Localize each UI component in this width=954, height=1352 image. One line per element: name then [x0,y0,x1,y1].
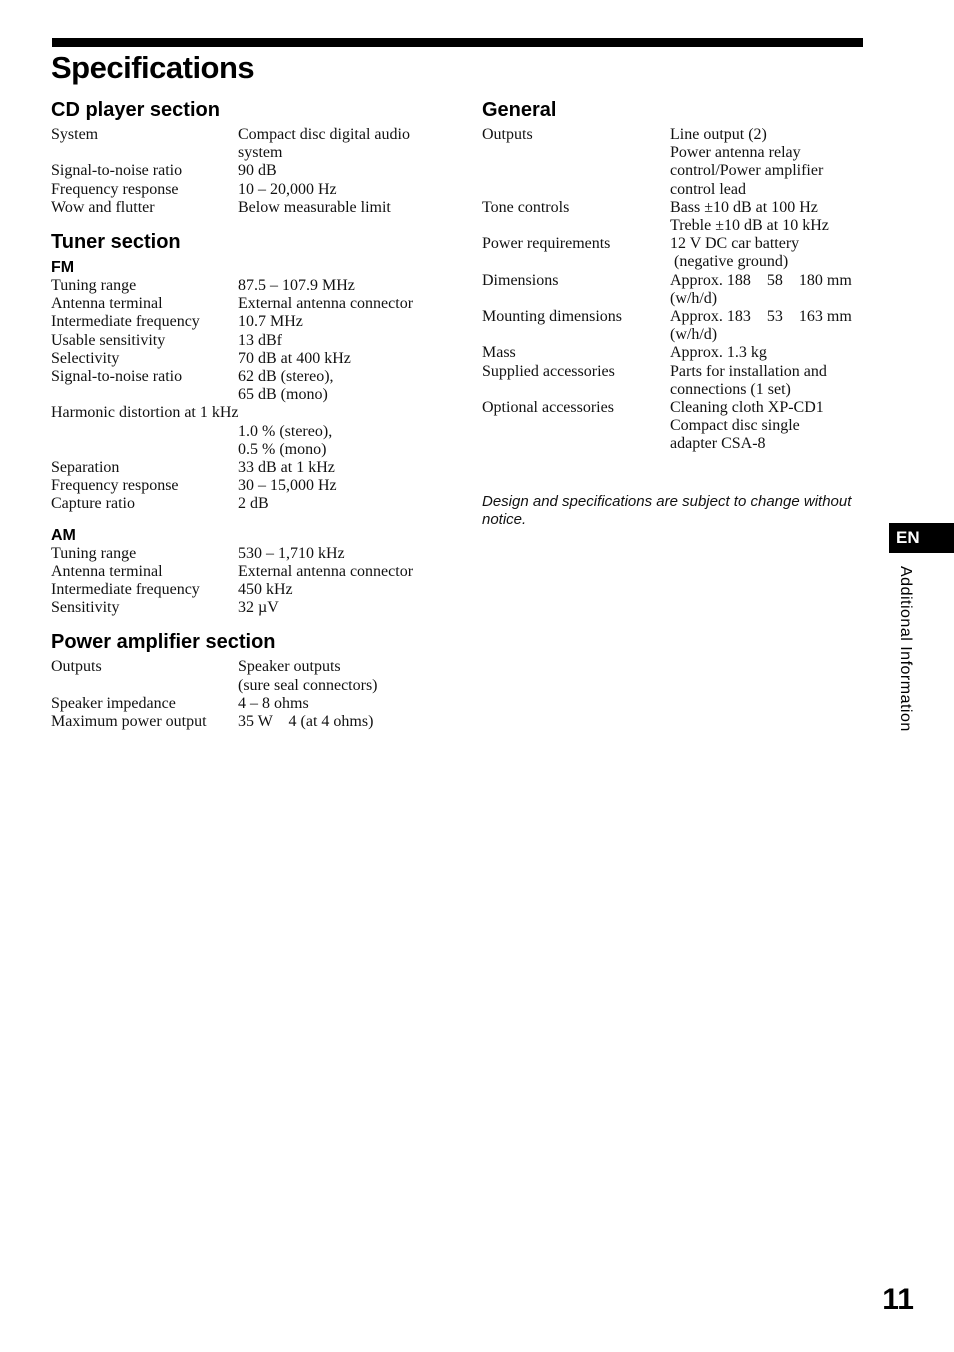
spec-value-line: Compact disc single [670,417,800,435]
spec-row [51,162,451,180]
spec-value-line: 12 V DC car battery [670,235,800,253]
spec-value-line: Compact disc digital audio [238,126,410,143]
spec-value [238,368,451,404]
spec-label: Sensitivity [51,599,120,617]
spec-value [670,272,872,308]
spec-value-line: 1.0 % (stereo), [238,422,333,440]
spec-row [51,545,451,563]
spec-value-line: Speaker outputs [238,658,341,676]
spec-value [238,199,451,217]
spec-value-line: 450 kHz [238,581,293,599]
spec-label: Harmonic distortion at 1 kHz [51,404,239,422]
power-section [51,630,451,731]
spec-value-line: 62 dB (stereo), [238,368,334,386]
spec-label: Antenna terminal [51,562,163,580]
spec-list [51,126,451,217]
spec-row [51,713,451,731]
spec-label: Speaker impedance [51,694,176,712]
spec-value [238,563,451,581]
spec-label: Intermediate frequency [51,313,200,331]
spec-label: Wow and flutter [51,198,155,216]
spec-value-line: (negative ground) [670,253,789,271]
spec-label: Outputs [482,126,533,143]
spec-value-line: control lead [670,180,746,198]
spec-value-line: 530 – 1,710 kHz [238,544,345,562]
spec-value [238,495,451,513]
spec-value-line: 0.5 % (mono) [238,440,327,458]
spec-label: Optional accessories [482,399,614,417]
spec-row [51,477,451,495]
spec-label: Antenna terminal [51,295,163,313]
spec-value [238,350,451,368]
spec-value-line: Bass ±10 dB at 100 Hz [670,198,818,216]
spec-value-line: (sure seal connectors) [238,676,378,694]
spec-row [51,423,451,459]
language-tab: EN [889,523,954,553]
spec-row [51,350,451,368]
spec-value [238,313,451,331]
spec-row [51,181,451,199]
spec-value-line: External antenna connector [238,295,414,313]
spec-value [670,308,872,344]
spec-row [51,368,451,404]
spec-value-line: 13 dBf [238,331,282,349]
tuner-section-heading: Tuner section [51,231,181,254]
spec-value [238,695,451,713]
spec-label: Dimensions [482,271,559,289]
spec-value [238,459,451,477]
spec-list [51,277,451,514]
spec-label: Mass [482,344,516,362]
spec-value [238,162,451,180]
spec-row [51,277,451,295]
page-title: Specifications [51,50,255,85]
spec-label: Selectivity [51,349,120,367]
spec-value-line: 70 dB at 400 kHz [238,349,351,367]
spec-label: Capture ratio [51,495,135,513]
spec-value [238,277,451,295]
spec-label: Signal-to-noise ratio [51,368,183,386]
spec-label [51,423,238,459]
spec-row [51,563,451,581]
spec-value-line: (w/h/d) [670,289,718,307]
spec-value [238,126,451,162]
spec-value-line: 33 dB at 1 kHz [238,459,335,477]
spec-value [238,713,451,731]
spec-row [51,495,451,513]
spec-value-line: 30 – 15,000 Hz [238,477,337,495]
spec-row [51,199,451,217]
spec-value [670,126,872,199]
spec-value-line: 87.5 – 107.9 MHz [238,277,355,295]
spec-value-line: connections (1 set) [670,380,791,398]
general-section [482,98,872,454]
spec-value [238,581,451,599]
spec-row [51,295,451,313]
spec-value [238,658,451,694]
right-column [482,98,872,467]
spec-value-line: Line output (2) [670,126,767,143]
spec-row [51,695,451,713]
general-section-heading: General [482,99,557,121]
spec-value-line: 4 – 8 ohms [238,694,309,712]
spec-value-line: Below measurable limit [238,198,391,216]
spec-value-line: control/Power amplifier [670,162,824,180]
spec-value-line: Cleaning cloth XP-CD1 [670,399,824,417]
spec-label: Frequency response [51,180,179,198]
spec-value [670,235,872,271]
spec-row [51,126,451,162]
disclaimer-note: Design and specifications are subject to change without notice. [482,493,852,528]
tuner-section [51,230,451,617]
spec-row [482,399,872,454]
spec-value-line: Approx. 1.3 kg [670,344,767,362]
spec-row [51,599,451,617]
spec-value [238,181,451,199]
spec-value-line: External antenna connector [238,562,414,580]
left-column [51,98,451,744]
spec-value [238,545,451,563]
spec-list [482,126,872,454]
spec-row [51,581,451,599]
spec-value [238,295,451,313]
spec-label: Mounting dimensions [482,308,623,326]
title-rule [52,38,863,47]
spec-value-line: 35 W 4 (at 4 ohms) [238,713,374,731]
spec-value-line: 2 dB [238,495,269,513]
spec-row [482,272,872,308]
spec-row [51,332,451,350]
spec-label: Power requirements [482,235,611,253]
spec-value [238,423,451,459]
fm-heading: FM [51,259,75,277]
spec-row [51,658,451,694]
am-heading: AM [51,526,76,544]
spec-value-line: Approx. 183 53 163 mm [670,308,852,326]
spec-label: Outputs [51,658,102,676]
spec-value-line: (w/h/d) [670,326,718,344]
spec-value-line: Parts for installation and [670,362,827,380]
section-side-label: Additional Information [897,566,914,732]
spec-row [482,363,872,399]
spec-value-line: Power antenna relay [670,144,801,162]
spec-label: Tuning range [51,544,137,562]
spec-label: Supplied accessories [482,362,615,380]
spec-value [670,363,872,399]
page-number: 11 [882,1283,914,1316]
spec-row [51,459,451,477]
cd-section [51,98,451,217]
spec-label: Intermediate frequency [51,581,200,599]
spec-label: Usable sensitivity [51,331,166,349]
spec-value [670,344,872,362]
spec-label: Tuning range [51,277,137,295]
spec-label: System [51,126,99,143]
spec-list [51,658,451,731]
spec-value-line: 65 dB (mono) [238,386,328,404]
spec-value-line: Approx. 188 58 180 mm [670,271,852,289]
spec-value-line: Treble ±10 dB at 10 kHz [670,217,829,235]
spec-value [238,477,451,495]
spec-row [482,308,872,344]
spec-row [482,344,872,362]
spec-value [670,399,872,454]
spec-value [238,332,451,350]
spec-row [482,126,872,199]
spec-label: Signal-to-noise ratio [51,162,183,180]
spec-list [51,545,451,618]
spec-value-line: adapter CSA-8 [670,435,766,453]
spec-value-line: 10.7 MHz [238,313,303,331]
spec-row [51,404,451,422]
spec-label: Maximum power output [51,713,207,731]
spec-label: Tone controls [482,198,570,216]
spec-value-line: 32 µV [238,599,279,617]
spec-value [670,199,872,235]
spec-value-line: 10 – 20,000 Hz [238,180,337,198]
spec-row [51,313,451,331]
spec-row [482,199,872,235]
spec-label: Frequency response [51,477,179,495]
power-section-heading: Power amplifier section [51,631,276,654]
spec-value-line: system [238,144,283,162]
spec-value-line: 90 dB [238,162,277,180]
spec-value [238,599,451,617]
cd-section-heading: CD player section [51,99,220,121]
spec-row [482,235,872,271]
spec-label: Separation [51,459,120,477]
